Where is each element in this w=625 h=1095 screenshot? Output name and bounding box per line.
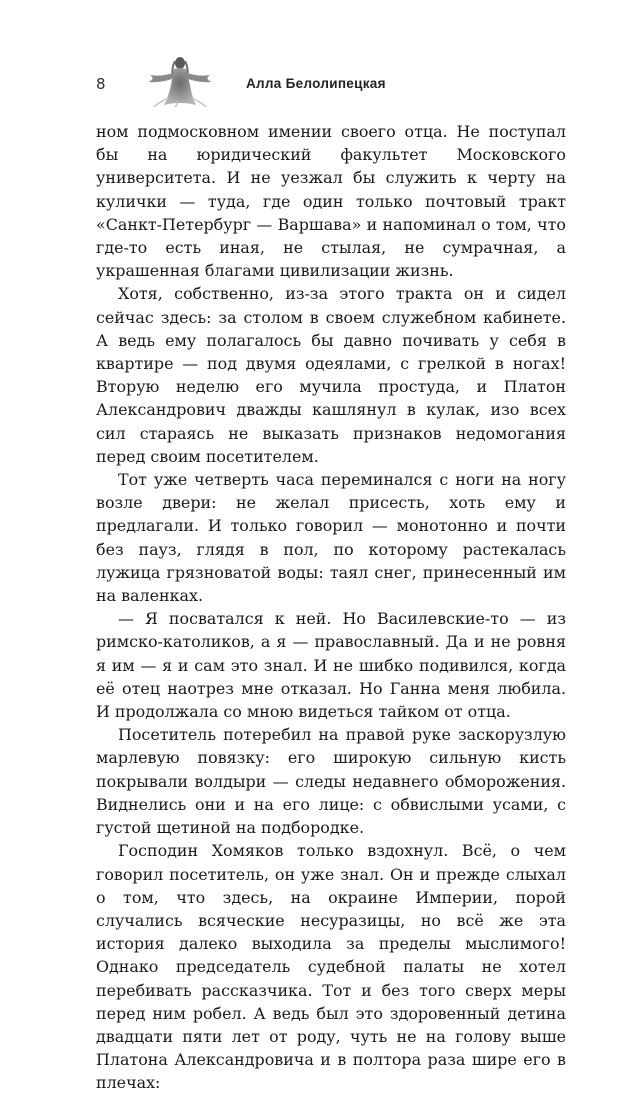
page-header bbox=[96, 55, 566, 107]
ghost-figure-icon bbox=[144, 55, 214, 107]
page-number: 8 bbox=[96, 75, 106, 93]
paragraph: ном подмосковном имении своего отца. Не поступал бы на юридический факультет Московского университета. И не уезжал бы служить к черту на кулички — туда, где один только почтовый тракт «Санкт-Петербург — Варшава» и напоминал о том, что где-то есть иная, не стылая, не сумрачная, а украшенная благами цивилизации жизнь. bbox=[96, 122, 566, 281]
paragraph: Тот уже четверть часа переминался с ноги на ногу возле двери: не желал присесть, хоть ему и предлагали. И только говорил — монотонно и почти без пауз, глядя в пол, по которому растекалась лужица грязноватой воды: таял снег, принесенный им на валенках. bbox=[96, 470, 566, 606]
body-text bbox=[96, 120, 566, 1095]
paragraph: Господин Хомяков только вздохнул. Всё, о чем говорил посетитель, он уже знал. Он и прежде слыхал о том, что здесь, на окраине Империи, порой случались всяческие несуразицы, но всё же эта история далеко выходила за пределы мыслимого! Однако председатель судебной палаты не хотел перебивать рассказчика. Тот и без того сверх меры перед ним робел. А ведь был это здоровенный детина двадцати пяти лет от роду, чуть не на голову выше Платона Александровича и в полтора раза шире его в плечах: bbox=[96, 841, 566, 1093]
paragraph: Посетитель потеребил на правой руке заскорузлую марлевую повязку: его широкую сильную кисть покрывали волдыри — следы недавнего обморожения. Виднелись они и на его лице: с обвислыми усами, с густой щетиной на подбородке. bbox=[96, 725, 566, 838]
paragraph: — Я посватался к ней. Но Василевские-то — из римско-католиков, а я — православный. Да и не ровня я им — я и сам это знал. И не шибко подивился, когда её отец наотрез мне отказал. Но Ганна меня любила. И продолжала со мною видеться тайком от отца. bbox=[96, 609, 566, 722]
running-head: Алла Белолипецкая bbox=[246, 76, 386, 91]
paragraph: Хотя, собственно, из-за этого тракта он и сидел сейчас здесь: за столом в своем служебном кабинете. А ведь ему полагалось бы давно почивать у себя в квартире — под двумя одеялами, с грелкой в ногах! Вторую неделю его мучила простуда, и Платон Александрович дважды кашлянул в кулак, изо всех сил стараясь не выказать признаков недомогания перед своим посетителем. bbox=[96, 284, 566, 466]
